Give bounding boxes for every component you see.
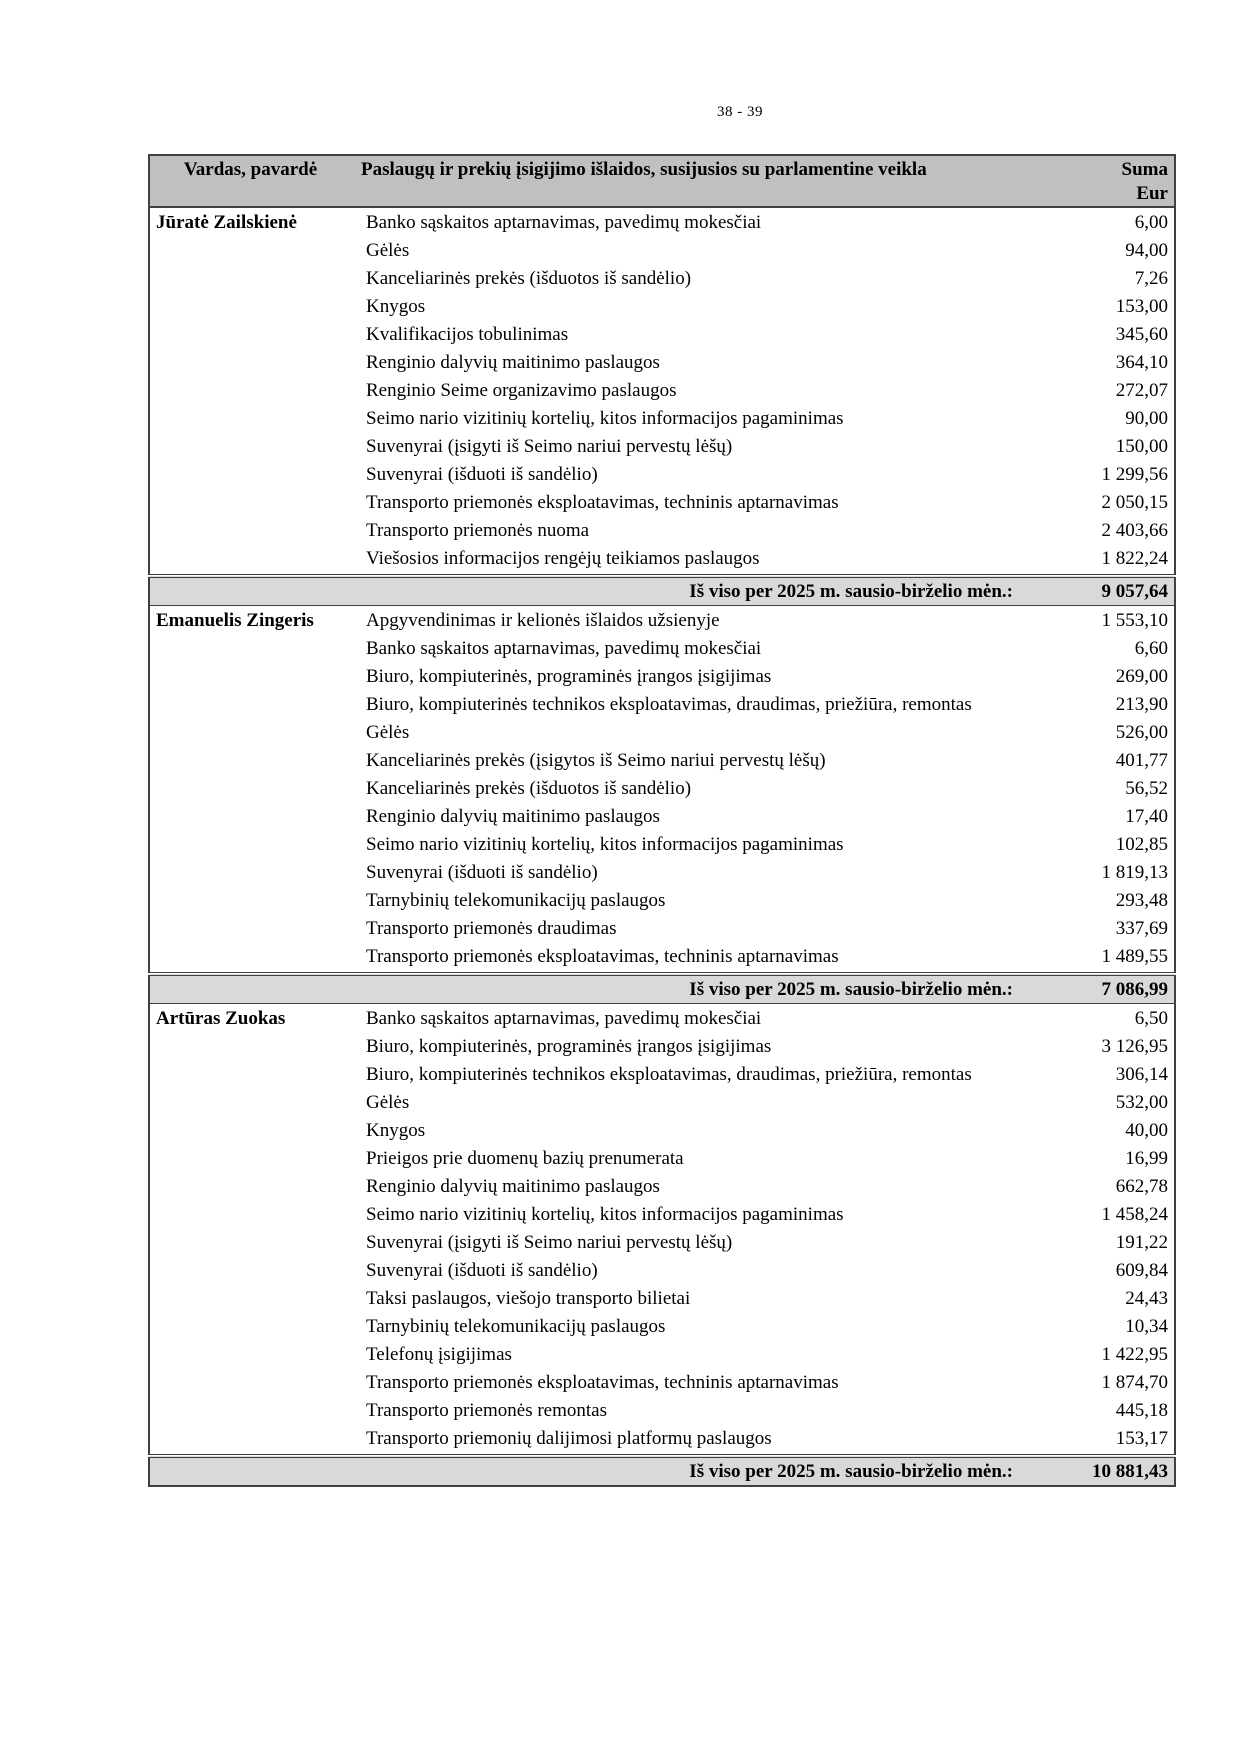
- expense-amount: 445,18: [1041, 1398, 1175, 1426]
- table-row: [149, 1314, 1175, 1342]
- expense-description: Gėlės: [366, 240, 410, 261]
- total-amount: 10 881,43: [1041, 1456, 1175, 1486]
- expense-description: Seimo nario vizitinių kortelių, kitos informacijos pagaminimas: [366, 1204, 844, 1225]
- expense-amount: 1 458,24: [1041, 1202, 1175, 1230]
- member-name: [149, 748, 351, 776]
- table-row: [149, 636, 1175, 664]
- expense-amount: 56,52: [1041, 776, 1175, 804]
- expense-description: Kanceliarinės prekės (išduotos iš sandėlio): [366, 778, 692, 799]
- expense-amount: 7,26: [1041, 266, 1175, 294]
- expense-amount: 6,60: [1041, 636, 1175, 664]
- member-name: [149, 294, 351, 322]
- total-label: Iš viso per 2025 m. sausio-birželio mėn.:: [149, 974, 1041, 1004]
- member-name: [149, 692, 351, 720]
- table-row: [149, 832, 1175, 860]
- expense-amount: 24,43: [1041, 1286, 1175, 1314]
- total-amount: 9 057,64: [1041, 576, 1175, 606]
- expense-amount: 16,99: [1041, 1146, 1175, 1174]
- total-amount: 7 086,99: [1041, 974, 1175, 1004]
- expense-description: Transporto priemonės eksploatavimas, techninis aptarnavimas: [366, 946, 839, 967]
- member-name: [149, 350, 351, 378]
- member-name: [149, 1202, 351, 1230]
- expense-description: Telefonų įsigijimas: [366, 1344, 512, 1365]
- expense-description: Kvalifikacijos tobulinimas: [366, 324, 569, 345]
- table-row: [149, 350, 1175, 378]
- expense-description: Tarnybinių telekomunikacijų paslaugos: [366, 890, 666, 911]
- table-row: [149, 1342, 1175, 1370]
- table-row: [149, 608, 1175, 636]
- expense-description: Suvenyrai (išduoti iš sandėlio): [366, 1260, 598, 1281]
- expense-amount: 94,00: [1041, 238, 1175, 266]
- expense-description: Biuro, kompiuterinės technikos eksploatavimas, draudimas, priežiūra, remontas: [366, 694, 972, 715]
- expense-amount: 1 422,95: [1041, 1342, 1175, 1370]
- expense-description: Renginio dalyvių maitinimo paslaugos: [366, 1176, 660, 1197]
- table-row: [149, 518, 1175, 546]
- member-name: [149, 888, 351, 916]
- expense-description: Knygos: [366, 1120, 426, 1141]
- expense-amount: 213,90: [1041, 692, 1175, 720]
- expense-description: Suvenyrai (įsigyti iš Seimo nariui pervestų lėšų): [366, 436, 733, 457]
- member-name: [149, 916, 351, 944]
- member-name: Jūratė Zailskienė: [149, 210, 351, 238]
- expense-description: Renginio Seime organizavimo paslaugos: [366, 380, 677, 401]
- member-name: [149, 1146, 351, 1174]
- table-row: [149, 238, 1175, 266]
- table-body: [149, 207, 1175, 1486]
- header-description: Paslaugų ir prekių įsigijimo išlaidos, susijusios su parlamentine veikla: [351, 155, 1041, 207]
- expense-description: Viešosios informacijos rengėjų teikiamos paslaugos: [366, 548, 760, 569]
- expense-description: Transporto priemonės nuoma: [366, 520, 590, 541]
- expense-amount: 1 299,56: [1041, 462, 1175, 490]
- member-name: Emanuelis Zingeris: [149, 608, 351, 636]
- expense-description: Biuro, kompiuterinės, programinės įrangos įsigijimas: [366, 666, 772, 687]
- table-row: [149, 490, 1175, 518]
- expense-amount: 364,10: [1041, 350, 1175, 378]
- table-row: [149, 1034, 1175, 1062]
- member-name: [149, 1118, 351, 1146]
- header-sum-line1: Suma: [1121, 159, 1168, 180]
- section-total-row: [149, 974, 1175, 1004]
- member-name: [149, 1258, 351, 1286]
- table-row: [149, 434, 1175, 462]
- expense-description: Banko sąskaitos aptarnavimas, pavedimų mokesčiai: [366, 1008, 762, 1029]
- expense-description: Transporto priemonės eksploatavimas, techninis aptarnavimas: [366, 492, 839, 513]
- member-name: [149, 804, 351, 832]
- table-header: [149, 155, 1175, 207]
- member-name: [149, 1370, 351, 1398]
- member-name: [149, 266, 351, 294]
- expense-amount: 6,50: [1041, 1006, 1175, 1034]
- expense-amount: 10,34: [1041, 1314, 1175, 1342]
- table-row: [149, 776, 1175, 804]
- expense-amount: 1 822,24: [1041, 546, 1175, 576]
- expense-amount: 150,00: [1041, 434, 1175, 462]
- table-row: [149, 1062, 1175, 1090]
- table-row: [149, 1398, 1175, 1426]
- expense-amount: 153,00: [1041, 294, 1175, 322]
- table-row: [149, 210, 1175, 238]
- table-row: [149, 1286, 1175, 1314]
- member-name: [149, 546, 351, 576]
- page-number: 38 - 39: [717, 104, 763, 120]
- table-row: [149, 692, 1175, 720]
- expense-amount: 3 126,95: [1041, 1034, 1175, 1062]
- expense-amount: 40,00: [1041, 1118, 1175, 1146]
- expense-amount: 191,22: [1041, 1230, 1175, 1258]
- table-row: [149, 266, 1175, 294]
- table-row: [149, 888, 1175, 916]
- member-name: [149, 1230, 351, 1258]
- table-row: [149, 1146, 1175, 1174]
- member-name: [149, 518, 351, 546]
- member-name: [149, 490, 351, 518]
- expense-description: Biuro, kompiuterinės technikos eksploatavimas, draudimas, priežiūra, remontas: [366, 1064, 972, 1085]
- expense-amount: 17,40: [1041, 804, 1175, 832]
- member-name: [149, 378, 351, 406]
- member-name: [149, 1426, 351, 1456]
- expense-description: Banko sąskaitos aptarnavimas, pavedimų mokesčiai: [366, 638, 762, 659]
- table-row: [149, 1090, 1175, 1118]
- expense-amount: 1 874,70: [1041, 1370, 1175, 1398]
- table-row: [149, 664, 1175, 692]
- expense-amount: 306,14: [1041, 1062, 1175, 1090]
- expense-description: Prieigos prie duomenų bazių prenumerata: [366, 1148, 684, 1169]
- section-total-row: [149, 576, 1175, 606]
- member-name: [149, 636, 351, 664]
- expense-description: Seimo nario vizitinių kortelių, kitos informacijos pagaminimas: [366, 408, 844, 429]
- member-name: [149, 462, 351, 490]
- total-label: Iš viso per 2025 m. sausio-birželio mėn.:: [149, 1456, 1041, 1486]
- table-row: [149, 860, 1175, 888]
- table-row: [149, 406, 1175, 434]
- member-name: [149, 238, 351, 266]
- expense-amount: 337,69: [1041, 916, 1175, 944]
- expense-description: Transporto priemonės draudimas: [366, 918, 617, 939]
- member-name: [149, 664, 351, 692]
- table-row: [149, 1174, 1175, 1202]
- expense-description: Biuro, kompiuterinės, programinės įrangos įsigijimas: [366, 1036, 772, 1057]
- member-name: [149, 1286, 351, 1314]
- member-name: [149, 1314, 351, 1342]
- table-row: [149, 322, 1175, 350]
- member-name: Artūras Zuokas: [149, 1006, 351, 1034]
- expense-amount: 526,00: [1041, 720, 1175, 748]
- member-name: [149, 720, 351, 748]
- table-row: [149, 1230, 1175, 1258]
- expense-description: Transporto priemonės remontas: [366, 1400, 607, 1421]
- table-row: [149, 294, 1175, 322]
- member-name: [149, 322, 351, 350]
- expense-amount: 345,60: [1041, 322, 1175, 350]
- table-row: [149, 1370, 1175, 1398]
- table-row: [149, 1118, 1175, 1146]
- expense-description: Gėlės: [366, 1092, 410, 1113]
- expense-amount: 2 403,66: [1041, 518, 1175, 546]
- table-row: [149, 546, 1175, 576]
- table-row: [149, 1202, 1175, 1230]
- table-row: [149, 462, 1175, 490]
- expense-amount: 6,00: [1041, 210, 1175, 238]
- expense-amount: 272,07: [1041, 378, 1175, 406]
- expense-description: Taksi paslaugos, viešojo transporto bilietai: [366, 1288, 691, 1309]
- table-row: [149, 720, 1175, 748]
- expense-amount: 1 553,10: [1041, 608, 1175, 636]
- expense-description: Tarnybinių telekomunikacijų paslaugos: [366, 1316, 666, 1337]
- member-name: [149, 944, 351, 974]
- member-name: [149, 1090, 351, 1118]
- header-name: Vardas, pavardė: [149, 155, 351, 207]
- table-row: [149, 748, 1175, 776]
- expense-description: Renginio dalyvių maitinimo paslaugos: [366, 352, 660, 373]
- table-row: [149, 804, 1175, 832]
- table-row: [149, 916, 1175, 944]
- member-name: [149, 1034, 351, 1062]
- expense-table: [148, 154, 1176, 1487]
- expense-amount: 1 489,55: [1041, 944, 1175, 974]
- total-label: Iš viso per 2025 m. sausio-birželio mėn.:: [149, 576, 1041, 606]
- member-name: [149, 860, 351, 888]
- expense-description: Suvenyrai (įsigyti iš Seimo nariui pervestų lėšų): [366, 1232, 733, 1253]
- expense-description: Knygos: [366, 296, 426, 317]
- expense-amount: 609,84: [1041, 1258, 1175, 1286]
- table-row: [149, 944, 1175, 974]
- expense-amount: 293,48: [1041, 888, 1175, 916]
- table-row: [149, 1006, 1175, 1034]
- section-total-row: [149, 1456, 1175, 1486]
- expense-amount: 401,77: [1041, 748, 1175, 776]
- header-sum: [1041, 155, 1175, 207]
- expense-amount: 153,17: [1041, 1426, 1175, 1456]
- expense-amount: 90,00: [1041, 406, 1175, 434]
- expense-description: Kanceliarinės prekės (įsigytos iš Seimo nariui pervestų lėšų): [366, 750, 826, 771]
- member-name: [149, 1398, 351, 1426]
- expense-description: Apgyvendinimas ir kelionės išlaidos užsienyje: [366, 610, 720, 631]
- member-name: [149, 406, 351, 434]
- expense-amount: 102,85: [1041, 832, 1175, 860]
- expense-amount: 2 050,15: [1041, 490, 1175, 518]
- expense-description: Transporto priemonių dalijimosi platformų paslaugos: [366, 1428, 772, 1449]
- expense-description: Gėlės: [366, 722, 410, 743]
- expense-description: Renginio dalyvių maitinimo paslaugos: [366, 806, 660, 827]
- expense-description: Suvenyrai (išduoti iš sandėlio): [366, 464, 598, 485]
- member-name: [149, 1342, 351, 1370]
- expense-description: Seimo nario vizitinių kortelių, kitos informacijos pagaminimas: [366, 834, 844, 855]
- member-name: [149, 832, 351, 860]
- expense-description: Banko sąskaitos aptarnavimas, pavedimų mokesčiai: [366, 212, 762, 233]
- expense-description: Transporto priemonės eksploatavimas, techninis aptarnavimas: [366, 1372, 839, 1393]
- table-row: [149, 1426, 1175, 1456]
- expense-description: Kanceliarinės prekės (išduotos iš sandėlio): [366, 268, 692, 289]
- member-name: [149, 1174, 351, 1202]
- expense-amount: 269,00: [1041, 664, 1175, 692]
- table-row: [149, 378, 1175, 406]
- header-sum-line2: Eur: [1136, 183, 1168, 204]
- member-name: [149, 434, 351, 462]
- expense-amount: 532,00: [1041, 1090, 1175, 1118]
- expense-description: Suvenyrai (išduoti iš sandėlio): [366, 862, 598, 883]
- table-row: [149, 1258, 1175, 1286]
- expense-amount: 1 819,13: [1041, 860, 1175, 888]
- member-name: [149, 776, 351, 804]
- expense-amount: 662,78: [1041, 1174, 1175, 1202]
- member-name: [149, 1062, 351, 1090]
